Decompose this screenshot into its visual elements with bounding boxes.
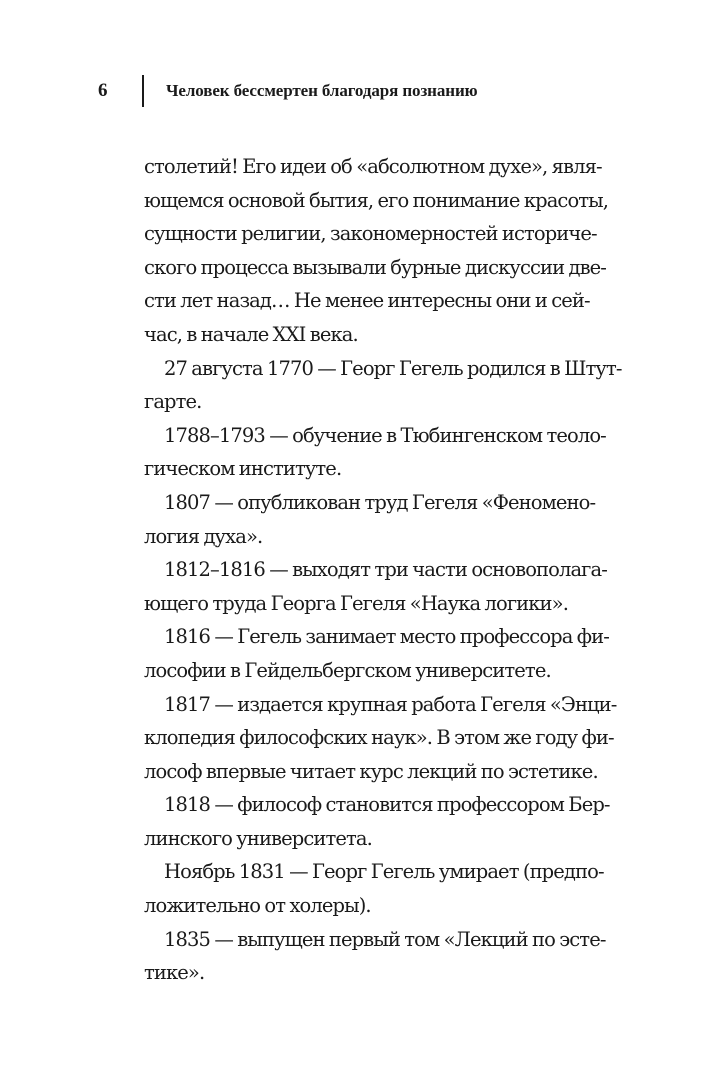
text-line: линского университета. xyxy=(144,826,372,850)
header-divider xyxy=(142,75,144,107)
paragraph xyxy=(144,150,609,352)
text-line: Ноябрь 1831 — Георг Гегель умирает (предпо- xyxy=(164,860,604,884)
text-line: ющего труда Георга Гегеля «Наука логики». xyxy=(144,591,568,615)
page-header xyxy=(98,74,478,108)
paragraph xyxy=(144,419,606,486)
paragraph xyxy=(144,688,617,789)
text-line: столетий! Его идеи об «абсолютном духе», явля- xyxy=(144,155,602,178)
text-line: 1807 — опубликован труд Гегеля «Феномено- xyxy=(164,490,596,514)
paragraph xyxy=(144,553,607,620)
text-line: 1816 — Гегель занимает место профессора фи- xyxy=(164,625,609,649)
text-line: лософ впервые читает курс лекций по эстетике. xyxy=(144,759,598,783)
text-line: сущности религии, закономерностей историче- xyxy=(144,222,597,246)
text-line: 27 августа 1770 — Георг Гегель родился в Штут- xyxy=(164,356,622,380)
text-line: тике». xyxy=(144,961,205,985)
text-line: 1835 — выпущен первый том «Лекций по эсте- xyxy=(164,927,606,951)
text-line: час, в начале XXI века. xyxy=(144,322,358,346)
paragraph xyxy=(144,855,604,922)
text-line: 1788–1793 — обучение в Тюбингенском теоло- xyxy=(164,423,606,447)
paragraph xyxy=(144,788,610,855)
text-line: логия духа». xyxy=(144,524,263,548)
paragraph xyxy=(144,923,606,990)
text-line: ющемся основой бытия, его понимание красоты, xyxy=(144,188,609,212)
text-line: 1818 — философ становится профессором Бер- xyxy=(164,793,610,817)
paragraph xyxy=(144,352,622,419)
text-line: гарте. xyxy=(144,390,202,414)
text-line: гическом институте. xyxy=(144,457,342,481)
body-text xyxy=(144,150,622,990)
running-title: Человек бессмертен благодаря познанию xyxy=(166,81,478,100)
paragraph xyxy=(144,620,609,687)
text-line: 1812–1816 — выходят три части основополага- xyxy=(164,558,607,582)
paragraph xyxy=(144,486,596,553)
text-line: клопедия философских наук». В этом же году фи- xyxy=(144,726,614,750)
page-number: 6 xyxy=(98,80,108,101)
text-line: сти лет назад… Не менее интересны они и сей- xyxy=(144,289,590,313)
text-line: ложительно от холеры). xyxy=(144,894,371,918)
text-line: ского процесса вызывали бурные дискуссии две- xyxy=(144,255,606,279)
text-line: лософии в Гейдельбергском университете. xyxy=(144,658,551,682)
text-line: 1817 — издается крупная работа Гегеля «Энци- xyxy=(164,692,617,716)
